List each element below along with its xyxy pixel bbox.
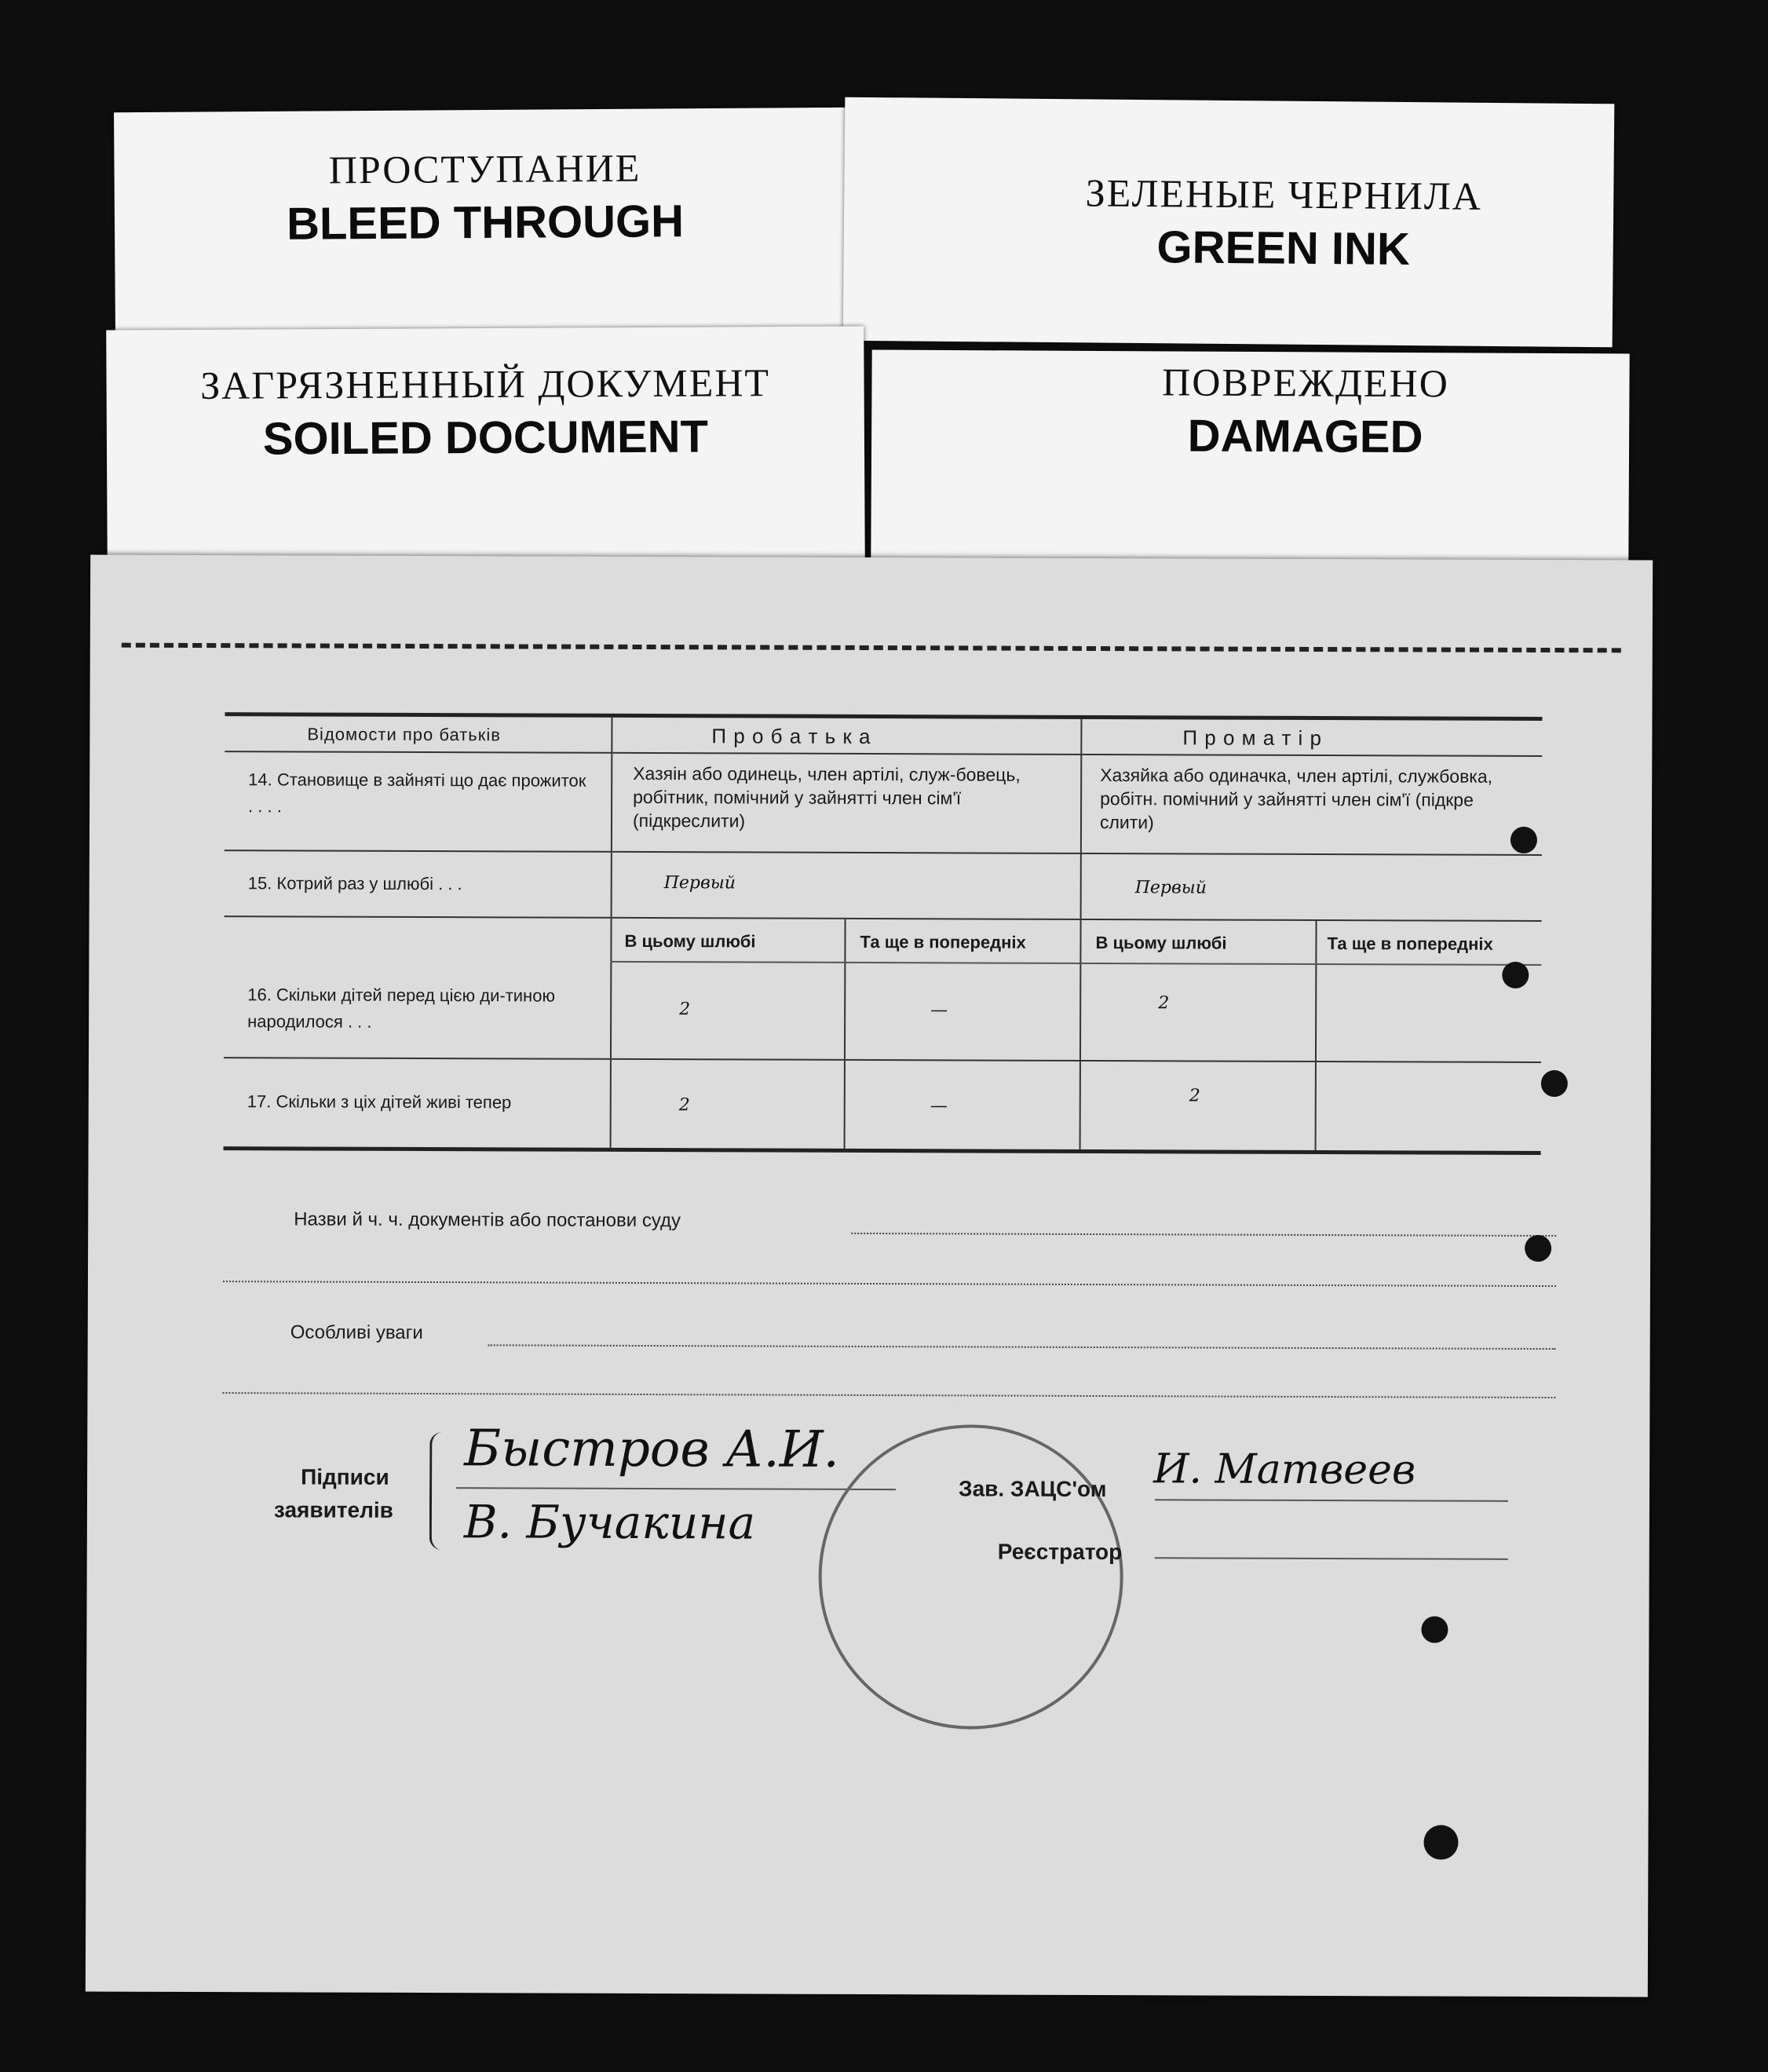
head-label: Зав. ЗАЦС'ом [959,1476,1107,1502]
subheader-previous-mother: Та ще в попередніх [1327,934,1493,954]
applicant-signature-2: В. Бучакина [463,1495,756,1550]
perforation-line [122,643,1621,653]
table-row-17 [224,1058,1541,1155]
documents-label: Назви й ч. ч. документів або постанови суду [294,1208,681,1232]
col-divider [610,919,612,963]
table-row-15 [225,851,1542,922]
bleed-through-ru: ПРОСТУПАНИЕ [328,145,641,192]
row15-label: 15. Котрий раз у шлюбі . . . [247,873,462,894]
col-divider [610,1060,612,1148]
row16-label: 16. Скільки дітей перед цією ди-тиною народилося . . . [247,985,556,1032]
signatures-brace [429,1432,448,1550]
registration-form-page [86,555,1653,1997]
row17-label: 17. Скільки з ціх дітей живі тепер [247,1091,512,1113]
col-divider [611,853,612,917]
row17-father-previous: — [930,1096,948,1116]
damage-hole [1525,1235,1551,1262]
documents-line [851,1233,1556,1237]
col-divider [844,919,846,963]
remarks-line [488,1344,1556,1350]
col-divider [1080,719,1082,754]
bleed-through-en: BLEED THROUGH [286,196,685,250]
head-signature: И. Матвеев [1153,1445,1416,1494]
damage-hole [1541,1070,1568,1097]
header-mother: П р о м а т і р [1182,725,1323,751]
table-row-16 [224,961,1541,1063]
subheader-previous-father: Та ще в попередніх [860,931,1026,952]
soiled-document-label-card [106,326,865,565]
col-divider [1315,965,1317,1061]
table-subheader-row [224,917,1541,966]
header-parents-info: Відомости про батьків [307,724,502,745]
col-divider [1079,964,1081,1060]
table-row-14 [225,752,1542,856]
col-divider [610,963,612,1058]
damage-hole [1510,827,1537,853]
col-divider [1079,1062,1081,1149]
registrar-line [1155,1557,1508,1560]
head-signature-line [1155,1499,1508,1502]
signatures-label-1: Підписи [301,1464,389,1489]
bleed-through-label-card [114,108,857,334]
remarks-line-2 [222,1392,1555,1398]
subheader-this-marriage-father: В цьому шлюбі [624,930,756,952]
col-divider [1315,921,1317,965]
green-ink-label-card [843,97,1615,348]
row15-mother-value: Первый [1134,878,1207,898]
row16-mother-this: 2 [1158,993,1170,1014]
row17-mother-this: 2 [1189,1086,1200,1106]
col-divider [844,963,846,1059]
remarks-label: Особливі уваги [290,1321,423,1344]
applicant-signature-1: Быстров А.И. [464,1420,840,1479]
green-ink-en: GREEN INK [1156,221,1411,276]
green-ink-ru: ЗЕЛЕНЫЕ ЧЕРНИЛА [1085,170,1483,218]
row15-father-value: Первый [663,873,736,893]
subheader-this-marriage-mother: В цьому шлюбі [1095,933,1227,953]
col-divider [611,754,612,851]
soiled-document-ru: ЗАГРЯЗНЕННЫЙ ДОКУМЕНТ [200,360,771,407]
signatures-label-2: заявителів [273,1497,393,1522]
col-divider [1080,755,1082,853]
row14-father-options: Хазяін або одинець, член артілі, служ-бовець, робітник, помічний у зайнятті член сім'ї (підкреслити) [632,762,1021,831]
table-header-row [225,716,1542,757]
damaged-ru: ПОВРЕЖДЕНО [1162,360,1449,406]
registrar-label: Реєстратор [997,1539,1123,1565]
col-divider [844,1061,846,1149]
row17-father-this: 2 [678,1095,690,1116]
header-father: П р о б а т ь к а [711,724,871,749]
col-divider [611,718,612,752]
documents-line-2 [223,1281,1556,1287]
official-stamp [818,1424,1123,1730]
row14-mother-options: Хазяйка або одиначка, член артілі, службовка, робітн. помічний у зайнятті член сім'ї (підкре слити) [1099,765,1493,833]
row14-label: 14. Становище в зайняті що дає прожиток . . . . [248,769,586,817]
soiled-document-en: SOILED DOCUMENT [262,411,709,465]
col-divider [1315,1062,1317,1150]
col-divider [1080,854,1082,919]
parents-info-table [224,712,1543,1155]
row16-father-this: 2 [679,999,691,1020]
col-divider [1079,920,1081,964]
row16-father-previous: — [930,1000,948,1021]
damaged-label-card [871,349,1629,561]
damage-hole [1502,962,1529,988]
damaged-en: DAMAGED [1187,410,1423,463]
signature-line-1 [456,1487,896,1490]
damage-hole [1423,1825,1458,1859]
damage-hole [1421,1616,1448,1643]
